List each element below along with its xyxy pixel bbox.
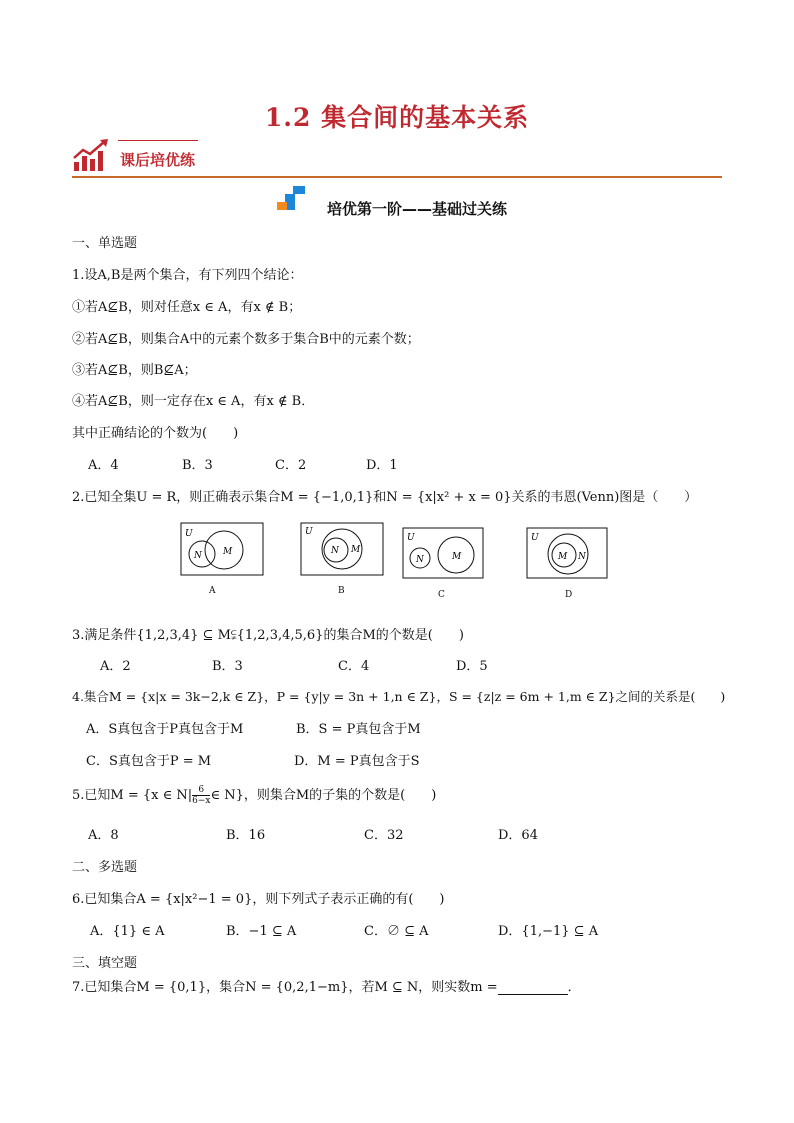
q1-statement-2: ②若A⊈B，则集合A中的元素个数多于集合B中的元素个数； [72, 332, 420, 347]
q7-stem-post: ． [567, 980, 581, 995]
venn-c-n-label: N [416, 555, 424, 565]
q1-ask: 其中正确结论的个数为( ) [72, 426, 239, 441]
q1-option-c[interactable]: C．2 [275, 458, 307, 473]
q6-option-b[interactable]: B．−1 ⊆ A [226, 924, 297, 939]
q5-frac-num: 6 [192, 785, 210, 796]
venn-b-m-label: M [351, 545, 361, 555]
q4-option-d[interactable]: D．M = P真包含于S [294, 754, 420, 769]
q5-stem [72, 784, 436, 806]
q5-option-b[interactable]: B．16 [226, 828, 266, 843]
header-label: 课后培优练 [120, 151, 196, 169]
q5-option-d[interactable]: D．64 [498, 828, 538, 843]
q3-stem: 3.满足条件{1,2,3,4} ⊆ M⫋{1,2,3,4,5,6}的集合M的个数是( ) [72, 628, 464, 643]
venn-a-u-label: U [185, 529, 193, 539]
venn-b-n-label: N [331, 546, 339, 556]
q1-statement-1: ①若A⊈B，则对任意x ∈ A，有x ∉ B； [72, 300, 302, 315]
page-title: 1.2 集合间的基本关系 [264, 103, 530, 132]
header-rule [72, 176, 722, 178]
part-fill-heading: 三、填空题 [72, 956, 138, 971]
q5-stem-post: ∈ N}，则集合M的子集的个数是( ) [210, 788, 437, 803]
q3-option-c[interactable]: C．4 [338, 659, 370, 674]
q6-option-d[interactable]: D．{1,−1} ⊆ A [498, 924, 599, 939]
q1-statement-4: ④若A⊈B，则一定存在x ∈ A，有x ∉ B． [72, 394, 315, 409]
q5-frac-den: 6−x [192, 796, 211, 806]
venn-diagram-b[interactable] [300, 522, 384, 576]
section-title: 培优第一阶——基础过关练 [326, 200, 507, 218]
q3-option-b[interactable]: B．3 [212, 659, 243, 674]
venn-a-n-label: N [194, 551, 202, 561]
venn-caption-c: C [438, 590, 445, 600]
venn-diagram-a[interactable] [180, 522, 264, 576]
q2-stem: 2.已知全集U = R，则正确表示集合M = {−1,0,1}和N = {x|x² + x = 0}关系的韦恩(Venn)图是（ ） [72, 490, 698, 505]
part-multi-heading: 二、多选题 [72, 860, 138, 875]
q4-option-a[interactable]: A．S真包含于P真包含于M [86, 722, 244, 737]
q1-option-b[interactable]: B．3 [182, 458, 213, 473]
venn-d-u-label: U [531, 533, 539, 543]
q5-option-c[interactable]: C．32 [364, 828, 404, 843]
q1-option-a[interactable]: A．4 [88, 458, 119, 473]
q1-statement-3: ③若A⊈B，则B⊈A； [72, 363, 197, 378]
q5-option-a[interactable]: A．8 [88, 828, 119, 843]
venn-diagram-c[interactable] [402, 527, 484, 579]
q7-stem [72, 976, 581, 995]
venn-c-m-label: M [452, 552, 462, 562]
q6-option-c[interactable]: C．∅ ⊆ A [364, 924, 429, 939]
venn-a-m-label: M [223, 547, 233, 557]
q6-stem: 6.已知集合A = {x|x²−1 = 0}，则下列式子表示正确的有( ) [72, 892, 445, 907]
venn-d-m-label: M [558, 552, 568, 562]
venn-d-n-label: N [578, 552, 586, 562]
venn-b-u-label: U [305, 527, 313, 537]
q1-option-d[interactable]: D．1 [366, 458, 398, 473]
q1-stem: 1.设A,B是两个集合，有下列四个结论： [72, 268, 303, 283]
venn-caption-b: B [338, 586, 345, 596]
q6-option-a[interactable]: A．{1} ∈ A [90, 924, 165, 939]
q7-answer-blank[interactable] [498, 982, 568, 995]
q4-option-b[interactable]: B．S = P真包含于M [296, 722, 421, 737]
header-top-line [118, 140, 198, 141]
q5-fraction [192, 785, 210, 806]
venn-caption-a: A [209, 586, 216, 596]
q3-option-a[interactable]: A．2 [100, 659, 131, 674]
q3-option-d[interactable]: D．5 [456, 659, 488, 674]
q4-option-c[interactable]: C．S真包含于P = M [86, 754, 212, 769]
venn-caption-d: D [565, 590, 573, 600]
q4-stem: 4.集合M = {x|x = 3k−2,k ∈ Z}，P = {y|y = 3n + 1,n ∈ Z}，S = {z|z = 6m + 1,m ∈ Z}之间的关系是( ) [72, 689, 726, 704]
venn-c-u-label: U [407, 533, 415, 543]
chart-up-icon [72, 138, 110, 172]
part-single-heading: 一、单选题 [72, 236, 138, 251]
q7-stem-pre: 7.已知集合M = {0,1}，集合N = {0,2,1−m}，若M ⊆ N，则实数m = [72, 980, 498, 995]
venn-diagram-d[interactable] [526, 527, 608, 579]
q5-stem-pre: 5.已知M = {x ∈ N| [72, 788, 193, 803]
